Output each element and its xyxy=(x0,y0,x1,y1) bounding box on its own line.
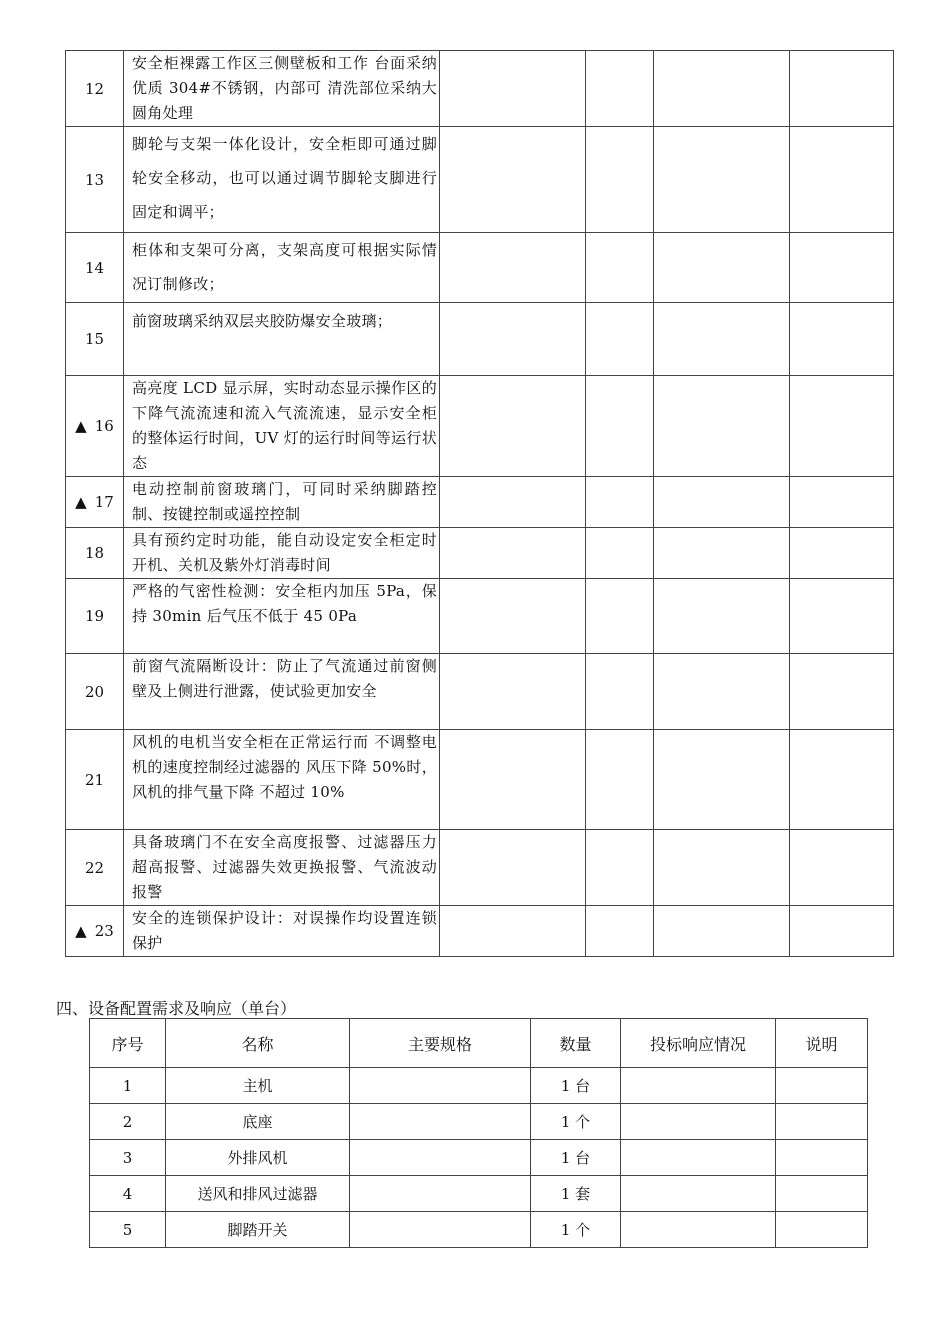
response-cell xyxy=(440,528,586,579)
requirement-description: 安全柜裸露工作区三侧壁板和工作 台面采纳优质 304#不锈钢，内部可 清洗部位采纳大圆角处理 xyxy=(124,51,440,127)
remarks-cell xyxy=(790,830,894,906)
requirement-number: 19 xyxy=(84,607,105,625)
config-spec xyxy=(350,1140,531,1176)
requirement-description: 风机的电机当安全柜在正常运行而 不调整电机的速度控制经过滤器的 风压下降 50%时，风机的排气量下降 不超过 10% xyxy=(124,730,440,830)
requirement-number-cell xyxy=(66,579,124,654)
deviation-cell xyxy=(586,477,654,528)
deviation-cell xyxy=(586,528,654,579)
key-item-triangle-icon: ▲ xyxy=(75,417,87,435)
remarks-cell xyxy=(790,579,894,654)
reference-cell xyxy=(654,579,790,654)
config-name: 主机 xyxy=(166,1068,350,1104)
reference-cell xyxy=(654,906,790,957)
header-name: 名称 xyxy=(166,1019,350,1068)
deviation-cell xyxy=(586,127,654,233)
config-row xyxy=(90,1068,868,1104)
config-name: 脚踏开关 xyxy=(166,1212,350,1248)
config-bid-response xyxy=(621,1140,776,1176)
config-bid-response xyxy=(621,1104,776,1140)
config-name: 底座 xyxy=(166,1104,350,1140)
reference-cell xyxy=(654,730,790,830)
config-index: 5 xyxy=(90,1212,166,1248)
requirement-number: 23 xyxy=(94,922,114,940)
config-quantity: 1 套 xyxy=(531,1176,621,1212)
response-cell xyxy=(440,830,586,906)
response-cell xyxy=(440,376,586,477)
requirement-number-cell xyxy=(66,233,124,303)
config-spec xyxy=(350,1104,531,1140)
requirement-row xyxy=(66,376,894,477)
remarks-cell xyxy=(790,654,894,730)
config-quantity: 1 个 xyxy=(531,1212,621,1248)
remarks-cell xyxy=(790,477,894,528)
deviation-cell xyxy=(586,376,654,477)
remarks-cell xyxy=(790,127,894,233)
requirement-row xyxy=(66,477,894,528)
requirement-number-cell xyxy=(66,303,124,376)
requirement-number-cell xyxy=(66,51,124,127)
config-index: 2 xyxy=(90,1104,166,1140)
deviation-cell xyxy=(586,303,654,376)
header-spec: 主要规格 xyxy=(350,1019,531,1068)
requirement-number: 16 xyxy=(94,417,114,435)
response-cell xyxy=(440,906,586,957)
deviation-cell xyxy=(586,906,654,957)
deviation-cell xyxy=(586,579,654,654)
response-cell xyxy=(440,654,586,730)
config-note xyxy=(776,1176,868,1212)
requirement-number: 18 xyxy=(84,544,105,562)
requirement-row xyxy=(66,127,894,233)
requirement-number-cell xyxy=(66,528,124,579)
reference-cell xyxy=(654,654,790,730)
remarks-cell xyxy=(790,303,894,376)
requirement-number-cell xyxy=(66,654,124,730)
config-note xyxy=(776,1104,868,1140)
reference-cell xyxy=(654,127,790,233)
reference-cell xyxy=(654,51,790,127)
header-bid-response: 投标响应情况 xyxy=(621,1019,776,1068)
requirement-description: 具有预约定时功能，能自动设定安全柜定时开机、关机及紫外灯消毒时间 xyxy=(124,528,440,579)
deviation-cell xyxy=(586,51,654,127)
config-row xyxy=(90,1140,868,1176)
response-cell xyxy=(440,127,586,233)
config-row xyxy=(90,1212,868,1248)
reference-cell xyxy=(654,303,790,376)
config-quantity: 1 个 xyxy=(531,1104,621,1140)
requirement-number: 14 xyxy=(84,258,105,277)
config-bid-response xyxy=(621,1176,776,1212)
reference-cell xyxy=(654,376,790,477)
reference-cell xyxy=(654,477,790,528)
remarks-cell xyxy=(790,906,894,957)
header-index: 序号 xyxy=(90,1019,166,1068)
requirement-number-cell xyxy=(66,127,124,233)
requirement-row xyxy=(66,303,894,376)
config-spec xyxy=(350,1176,531,1212)
deviation-cell xyxy=(586,830,654,906)
config-bid-response xyxy=(621,1212,776,1248)
requirement-number: 22 xyxy=(84,858,105,877)
requirement-description: 高亮度 LCD 显示屏，实时动态显示操作区的下降气流流速和流入气流流速，显示安全柜的整体运行时间，UV 灯的运行时间等运行状态 xyxy=(124,376,440,477)
header-notes: 说明 xyxy=(776,1019,868,1068)
requirement-number: 21 xyxy=(84,770,105,789)
config-header-row xyxy=(90,1019,868,1068)
deviation-cell xyxy=(586,730,654,830)
config-quantity: 1 台 xyxy=(531,1140,621,1176)
requirement-description: 脚轮与支架一体化设计，安全柜即可通过脚轮安全移动，也可以通过调节脚轮支脚进行固定和调平； xyxy=(124,127,440,233)
reference-cell xyxy=(654,528,790,579)
requirement-description: 安全的连锁保护设计：对误操作均设置连锁保护 xyxy=(124,906,440,957)
requirement-number-cell xyxy=(66,477,124,528)
response-cell xyxy=(440,579,586,654)
config-row xyxy=(90,1104,868,1140)
requirement-row xyxy=(66,830,894,906)
header-quantity: 数量 xyxy=(531,1019,621,1068)
requirement-row xyxy=(66,654,894,730)
requirement-description: 严格的气密性检测：安全柜内加压 5Pa，保持 30min 后气压不低于 45 0Pa xyxy=(124,579,440,654)
config-quantity: 1 台 xyxy=(531,1068,621,1104)
requirement-number-cell xyxy=(66,906,124,957)
config-bid-response xyxy=(621,1068,776,1104)
section-heading: 四、设备配置需求及响应（单台） xyxy=(56,999,297,1018)
response-cell xyxy=(440,730,586,830)
response-cell xyxy=(440,303,586,376)
config-row xyxy=(90,1176,868,1212)
config-note xyxy=(776,1068,868,1104)
requirement-description: 柜体和支架可分离，支架高度可根据实际情况订制修改； xyxy=(124,233,440,303)
requirement-row xyxy=(66,906,894,957)
remarks-cell xyxy=(790,730,894,830)
requirement-number: 13 xyxy=(84,170,105,189)
equipment-config-table xyxy=(89,1018,868,1248)
requirement-row xyxy=(66,730,894,830)
reference-cell xyxy=(654,830,790,906)
config-note xyxy=(776,1212,868,1248)
config-index: 3 xyxy=(90,1140,166,1176)
response-cell xyxy=(440,477,586,528)
config-index: 4 xyxy=(90,1176,166,1212)
config-spec xyxy=(350,1212,531,1248)
requirement-description: 电动控制前窗玻璃门，可同时采纳脚踏控制、按键控制或遥控控制 xyxy=(124,477,440,528)
config-name: 送风和排风过滤器 xyxy=(166,1176,350,1212)
deviation-cell xyxy=(586,233,654,303)
key-item-triangle-icon: ▲ xyxy=(75,493,87,511)
requirement-number: 17 xyxy=(94,493,114,511)
requirement-number-cell xyxy=(66,830,124,906)
remarks-cell xyxy=(790,376,894,477)
reference-cell xyxy=(654,233,790,303)
requirement-description: 前窗玻璃采纳双层夹胶防爆安全玻璃； xyxy=(124,303,440,376)
remarks-cell xyxy=(790,51,894,127)
response-cell xyxy=(440,233,586,303)
requirement-row xyxy=(66,233,894,303)
key-item-triangle-icon: ▲ xyxy=(75,922,87,940)
deviation-cell xyxy=(586,654,654,730)
requirement-row xyxy=(66,579,894,654)
requirement-number: 12 xyxy=(84,79,105,98)
requirement-row xyxy=(66,51,894,127)
response-cell xyxy=(440,51,586,127)
remarks-cell xyxy=(790,233,894,303)
requirement-description: 前窗气流隔断设计：防止了气流通过前窗侧壁及上侧进行泄露，使试验更加安全 xyxy=(124,654,440,730)
requirement-number-cell xyxy=(66,730,124,830)
config-spec xyxy=(350,1068,531,1104)
config-name: 外排风机 xyxy=(166,1140,350,1176)
config-index: 1 xyxy=(90,1068,166,1104)
remarks-cell xyxy=(790,528,894,579)
requirement-number-cell xyxy=(66,376,124,477)
requirements-table xyxy=(65,50,894,957)
requirement-number: 20 xyxy=(84,682,105,701)
requirement-row xyxy=(66,528,894,579)
requirement-number: 15 xyxy=(84,330,105,348)
config-note xyxy=(776,1140,868,1176)
requirement-description: 具备玻璃门不在安全高度报警、过滤器压力超高报警、过滤器失效更换报警、气流波动报警 xyxy=(124,830,440,906)
